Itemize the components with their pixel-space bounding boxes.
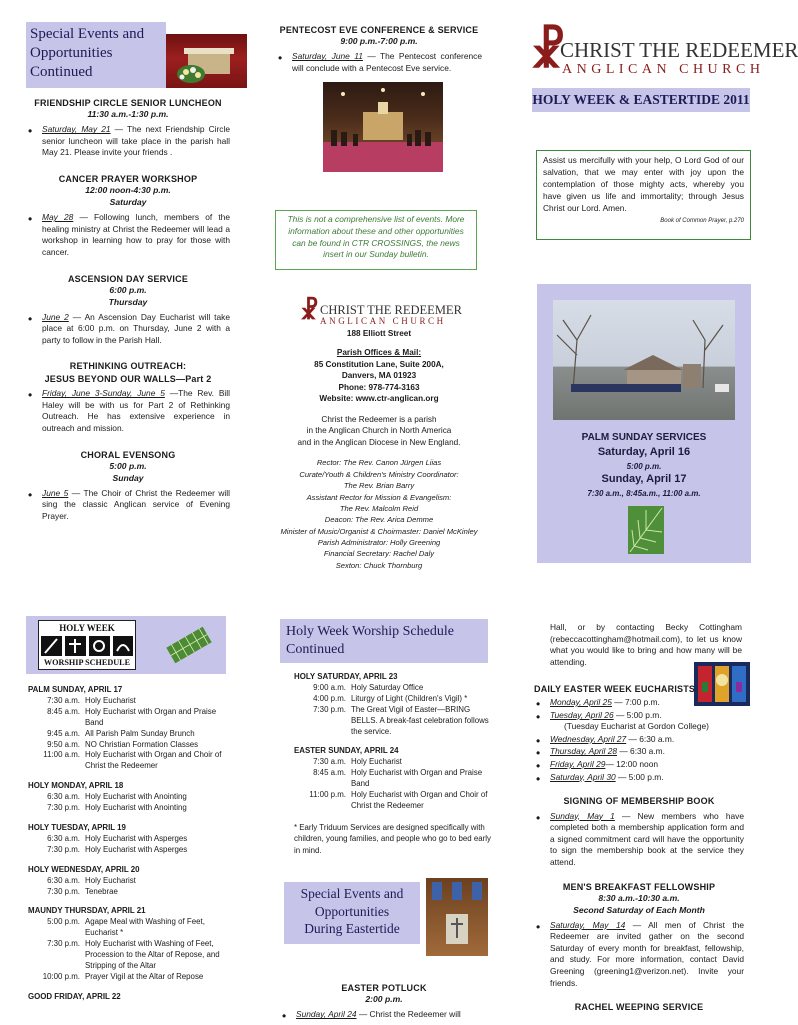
row-desc: Tenebrae (85, 886, 118, 896)
collect-source: Book of Common Prayer, p.270 (660, 217, 744, 224)
day-title: HOLY MONDAY, APRIL 18 (28, 781, 124, 791)
event-description (26, 212, 230, 258)
schedule-row (294, 694, 494, 705)
event-text: — The next Friendship Circle senior luncheon will take place in the parish hall May 21. Please invite your friends . (42, 124, 230, 158)
potluck-title: EASTER POTLUCK (341, 983, 427, 993)
row-time: 7:30 p.m. (47, 803, 80, 813)
c1-heading-line-2: Opportunities (30, 44, 113, 61)
event-text: —The Rev. Bill Haley will be with us for Part 2 of Rethinking Outreach. He has extensive experience in outreach and mission. (42, 388, 230, 434)
row-desc: Agape Meal with Washing of Feet, Eucharist * (85, 917, 205, 938)
palm-day-1: Saturday, April 16 (597, 446, 691, 458)
offices-line-1: 85 Constitution Lane, Suite 200A, (314, 359, 444, 369)
breakfast-title: MEN'S BREAKFAST FELLOWSHIP (562, 881, 716, 892)
row-time: 7:30 a.m. (313, 757, 346, 767)
row-desc: Holy Eucharist (351, 757, 402, 767)
c1-heading-box (26, 22, 166, 88)
daily-date: Monday, April 25 (550, 697, 612, 707)
breakfast-event (534, 881, 744, 990)
events-note: This is not a comprehensive list of events. More information about these and other opportunities can be found in CTR CROSSINGS, the news insert in our Sunday bulletin. (287, 214, 465, 260)
c1-heading-line-3: Continued (30, 63, 93, 80)
daily-time: — 6:30 a.m. (626, 733, 675, 744)
daily-time: — 7:00 p.m. (611, 697, 660, 707)
offices-line-3: Phone: 978-774-3163 (338, 382, 420, 392)
staff-line: Minister of Music/Organist & Choirmaster: Daniel McKinley (280, 526, 478, 536)
event-description (26, 488, 230, 523)
row-desc: Holy Eucharist with Asperges (85, 833, 188, 843)
event-cancer-prayer (26, 173, 230, 259)
staff-line: Financial Secretary: Rachel Daly (323, 549, 435, 559)
staff-line: Parish Administrator: Holly Greening (317, 538, 441, 548)
offices-line-4: Website: www.ctr-anglican.org (319, 394, 439, 404)
event-time: 6:00 p.m. (109, 284, 147, 295)
event-date: June 2 (42, 311, 69, 322)
daily-time: — 5:00 p.m. (613, 709, 662, 720)
event-description (26, 312, 230, 347)
staff-line: Curate/Youth & Children's Ministry Coordinator: (299, 469, 459, 479)
event-choral-evensong (26, 449, 230, 523)
palm-time-2: 7:30 a.m., 8:45a.m., 11:00 a.m. (587, 489, 701, 498)
day-maundy-thursday (28, 906, 234, 982)
breakfast-text: — All men of Christ the Redeemer are invited gather on the second Saturday of every month for breakfast, fellowship, and study. For more information, contact David Greening (greening1@verizon.net). Invite your friends. (550, 919, 744, 988)
schedule-row (294, 683, 494, 694)
row-desc: NO Christian Formation Classes (85, 739, 199, 749)
column-2 (276, 24, 482, 74)
daily-time: — 12:00 noon (605, 758, 659, 769)
daily-title: DAILY EASTER WEEK EUCHARISTS (534, 684, 696, 694)
day-holy-wednesday (28, 865, 234, 898)
row-time: 6:30 a.m. (47, 875, 80, 885)
day-title: PALM SUNDAY, APRIL 17 (28, 685, 123, 694)
breakfast-description (534, 920, 744, 990)
schedule-row (28, 750, 234, 772)
chi-rho-icon: ☧ (530, 24, 567, 78)
day-holy-tuesday (28, 823, 234, 856)
daily-item (534, 734, 744, 746)
membership-text: — New members who have completed both a membership application form and a signed commitment card will have the opportunity to sign the membership book at the service they attend. (550, 810, 744, 867)
special-heading-line-1: Special Events and (300, 886, 404, 901)
emblem-bottom-text: WORSHIP SCHEDULE (43, 658, 131, 667)
day-holy-monday (28, 781, 234, 814)
event-date: May 28 (42, 212, 74, 223)
schedule-row (294, 757, 494, 768)
holy-week-emblem (38, 620, 136, 670)
breakfast-time: 8:30 a.m.-10:30 a.m. (598, 892, 680, 903)
triduum-footnote: * Early Triduum Services are designed specifically with children, young families, and people who go to bed early in mind. (294, 822, 491, 855)
event-text: — An Ascension Day Eucharist will take place at 6:00 p.m. on Thursday, June 2 with a party to follow in the Parish Hall. (42, 311, 230, 345)
schedule-row (28, 939, 234, 972)
daily-item (534, 710, 744, 722)
potluck-description (280, 1009, 488, 1021)
day-good-friday (28, 992, 234, 1003)
c5-special-heading-box (284, 882, 420, 944)
schedule-row (28, 729, 234, 740)
daily-date: Thursday, April 28 (550, 746, 618, 757)
schedule-row (294, 790, 494, 812)
altar-flowers-photo (166, 34, 247, 88)
offices-line-2: Danvers, MA 01923 (341, 371, 417, 381)
membership-date: Sunday, May 1 (550, 810, 615, 821)
schedule-row (28, 876, 234, 887)
daily-item (534, 759, 744, 771)
row-time: 10:00 p.m. (42, 971, 80, 981)
row-time: 7:30 p.m. (47, 939, 80, 949)
membership-description (534, 811, 744, 869)
event-friendship-luncheon (26, 97, 230, 159)
event-ascension (26, 273, 230, 347)
schedule-row (28, 845, 234, 856)
parish-line-1: Christ the Redeemer is a parish (321, 414, 437, 424)
day-title: HOLY WEDNESDAY, APRIL 20 (28, 864, 140, 874)
daily-list (534, 696, 744, 1014)
row-time: 5:00 p.m. (47, 917, 80, 927)
row-desc: Holy Eucharist with Anointing (85, 792, 187, 802)
daily-date: Wednesday, April 27 (550, 733, 627, 744)
event-description (26, 388, 230, 434)
day-holy-saturday (294, 672, 494, 737)
c4-heading-box (26, 616, 226, 674)
day-title: EASTER SUNDAY, APRIL 24 (294, 746, 399, 756)
event-date: Saturday, May 21 (42, 124, 111, 135)
chi-rho-icon: ☧ (300, 296, 319, 325)
row-time: 7:30 a.m. (47, 695, 80, 705)
event-rethinking-outreach (26, 360, 230, 434)
c5-heading-line-1: Holy Week Worship Schedule (286, 624, 454, 639)
column-5-schedule (294, 666, 494, 856)
event-day: Saturday (109, 197, 147, 208)
row-desc: Holy Eucharist with Anointing (85, 803, 187, 813)
schedule-row (28, 696, 234, 707)
event-title: RETHINKING OUTREACH: (69, 361, 187, 372)
daily-date: Saturday, April 30 (550, 771, 616, 782)
event-time: 12:00 noon-4:30 p.m. (85, 185, 171, 196)
event-title: ASCENSION DAY SERVICE (67, 273, 189, 284)
row-desc: Holy Eucharist with Organ and Praise Band (85, 706, 217, 727)
church-address: 188 Elliott Street (346, 329, 412, 338)
row-desc: Liturgy of Light (Children's Vigil) * (351, 693, 468, 703)
staff-line: Rector: The Rev. Canon Jürgen Liias (316, 458, 442, 468)
special-heading-line-2: Opportunities (314, 903, 390, 919)
event-text: — Following lunch, members of the healing ministry at Christ the Redeemer will lead a workshop in learning how to pray for those with cancer. (42, 212, 230, 257)
parish-line-2: in the Anglican Church in North America (306, 426, 452, 436)
staff-line: Assistant Rector for Mission & Evangelism: (306, 492, 452, 502)
contact-block (278, 328, 480, 571)
day-palm-sunday (28, 685, 234, 772)
staff-line: The Rev. Malcolm Reid (339, 503, 419, 513)
palm-day-2: Sunday, April 17 (601, 473, 687, 485)
daily-date: Friday, April 29 (550, 758, 606, 769)
row-time: 6:30 a.m. (47, 792, 80, 802)
schedule-row (294, 705, 494, 738)
collect-text: Assist us mercifully with your help, O Lord God of our salvation, that we may enter with joy upon the contemplation of those mighty acts, whereby you have given us life and immortality; through Jesus Christ our Lord. Amen. (543, 155, 744, 213)
day-title: GOOD FRIDAY, APRIL 22 (28, 991, 121, 1001)
c5-heading-line-2: Continued (286, 642, 345, 658)
row-time: 7:30 p.m. (47, 886, 80, 896)
pentecost-time: 9:00 p.m.-7:00 p.m. (340, 36, 418, 47)
palm-leaf-photo (628, 506, 664, 554)
daily-time: — 5:00 p.m. (615, 771, 664, 782)
column-4-schedule (28, 676, 234, 1003)
staff-line: Sexton: Chuck Thornburg (335, 560, 423, 570)
collect-box (536, 150, 751, 240)
event-subtitle: JESUS BEYOND OUR WALLS—Part 2 (44, 373, 212, 384)
title-bar (532, 88, 750, 112)
schedule-row (28, 740, 234, 751)
event-title: CANCER PRAYER WORKSHOP (58, 174, 198, 185)
row-time: 11:00 p.m. (309, 790, 346, 800)
church-interior-photo (323, 82, 443, 172)
staff-line: Deacon: The Rev. Arica Demme (324, 515, 434, 525)
rachel-weeping-title: RACHEL WEEPING SERVICE (574, 1002, 704, 1013)
holy-week-symbols-icon (39, 635, 135, 657)
schedule-row (28, 887, 234, 898)
event-title: FRIENDSHIP CIRCLE SENIOR LUNCHEON (34, 98, 222, 108)
pentecost-text: — The Pentecost conference will conclude with a Pentecost Eve service. (292, 51, 482, 73)
potluck-date: Sunday, April 24 (296, 1009, 357, 1020)
event-time: 5:00 p.m. (109, 461, 147, 472)
row-desc: Holy Eucharist with Asperges (85, 844, 188, 854)
daily-eucharists (534, 683, 696, 695)
row-desc: Holy Eucharist (85, 875, 136, 885)
row-desc: The Great Vigil of Easter—BRING BELLS. A break-fast celebration follows the service. (351, 704, 489, 736)
c3-logo (530, 22, 798, 82)
pentecost-date: Saturday, June 11 (292, 51, 363, 62)
row-time: 8:45 a.m. (313, 768, 346, 778)
church-window-photo (426, 878, 488, 956)
day-easter-sunday (294, 746, 494, 811)
c5-heading-box (280, 619, 488, 663)
schedule-row (294, 768, 494, 790)
column-1 (26, 97, 230, 523)
palm-time-1: 5:00 p.m. (626, 462, 662, 471)
day-title: HOLY TUESDAY, APRIL 19 (28, 822, 126, 832)
daily-item (534, 772, 744, 784)
row-desc: Holy Eucharist (85, 695, 136, 705)
row-desc: Holy Eucharist with Organ and Praise Band (351, 768, 483, 789)
logo-subtitle: ANGLICAN CHURCH (562, 62, 765, 77)
pentecost-title: PENTECOST EVE CONFERENCE & SERVICE (279, 25, 479, 35)
membership-title: SIGNING OF MEMBERSHIP BOOK (563, 796, 715, 807)
event-day: Thursday (108, 296, 148, 307)
palm-sunday-box (537, 284, 751, 563)
breakfast-date: Saturday, May 14 (550, 919, 626, 930)
logo-subtitle: ANGLICAN CHURCH (320, 316, 446, 326)
row-desc: Prayer Vigil at the Altar of Repose (85, 971, 204, 981)
schedule-row (28, 707, 234, 729)
row-time: 9:00 a.m. (313, 682, 346, 692)
logo-name: CHRIST THE REDEEMER (560, 38, 798, 62)
daily-item (534, 746, 744, 758)
potluck-event (280, 982, 488, 1021)
row-desc: Holy Saturday Office (351, 682, 424, 692)
palm-title: PALM SUNDAY SERVICES (581, 432, 707, 443)
membership-event (534, 795, 744, 868)
parish-line-3: and in the Anglican Diocese in New England. (297, 437, 461, 447)
staff-list (278, 457, 480, 571)
c2-logo (300, 296, 460, 326)
row-time: 9:45 a.m. (47, 728, 80, 738)
row-time: 11:00 a.m. (43, 750, 80, 760)
logo-name: CHRIST THE REDEEMER (320, 303, 462, 317)
schedule-row (28, 972, 234, 983)
schedule-row (28, 834, 234, 845)
row-time: 7:30 p.m. (313, 704, 346, 714)
row-desc: Holy Eucharist with Organ and Choir of Christ the Redeemer (351, 790, 488, 810)
staff-line: The Rev. Brian Barry (343, 481, 415, 491)
potluck-continued: Hall, or by contacting Becky Cottingham (rebeccacottingham@hotmail.com), to let us know what you would like to bring and how many will be attending. (550, 622, 742, 667)
document-title: HOLY WEEK & EASTERTIDE 2011 (532, 92, 750, 107)
emblem-top-text: HOLY WEEK (59, 623, 115, 633)
pentecost-description (276, 51, 482, 74)
day-title: MAUNDY THURSDAY, APRIL 21 (28, 906, 146, 916)
schedule-row (28, 792, 234, 803)
offices-label: Parish Offices & Mail: (336, 348, 422, 358)
row-time: 7:30 p.m. (47, 844, 80, 854)
event-description (26, 124, 230, 159)
special-heading-line-3: During Eastertide (304, 921, 400, 937)
event-day: Sunday (112, 472, 144, 483)
events-note-box (275, 210, 477, 270)
event-date: June 5 (42, 487, 69, 498)
row-desc: All Parish Palm Sunday Brunch (85, 728, 195, 738)
row-time: 6:30 a.m. (47, 833, 80, 843)
schedule-row (28, 917, 234, 939)
daily-date: Tuesday, April 26 (550, 709, 614, 720)
event-text: — The Choir of Christ the Redeemer will sing the classic Anglican service of Evening Prayer. (42, 487, 230, 521)
palm-frond-photo (164, 624, 214, 666)
day-title: HOLY SATURDAY, APRIL 23 (294, 672, 398, 681)
daily-time: — 6:30 a.m. (617, 746, 665, 757)
row-time: 9:50 a.m. (47, 739, 80, 749)
row-time: 4:00 p.m. (313, 693, 346, 703)
row-desc: Holy Eucharist with Organ and Choir of Christ the Redeemer (85, 750, 222, 771)
c1-heading-line-1: Special Events and (30, 26, 145, 42)
event-title: CHORAL EVENSONG (80, 449, 176, 460)
row-desc: Holy Eucharist with Washing of Feet, Procession to the Altar of Repose, and Stripping of the Altar (85, 939, 220, 970)
breakfast-recurrence: Second Saturday of Each Month (573, 904, 705, 915)
daily-item (534, 697, 744, 709)
potluck-time: 2:00 p.m. (365, 994, 403, 1005)
event-time: 11:30 a.m.-1:30 p.m. (87, 109, 169, 120)
row-time: 8:45 a.m. (47, 706, 80, 716)
event-date: Friday, June 3-Sunday, June 5 (42, 388, 165, 399)
schedule-row (28, 803, 234, 814)
palm-procession-photo (553, 300, 735, 420)
daily-sub: (Tuesday Eucharist at Gordon College) (564, 721, 709, 732)
potluck-text: — Christ the Redeemer will (356, 1009, 461, 1020)
